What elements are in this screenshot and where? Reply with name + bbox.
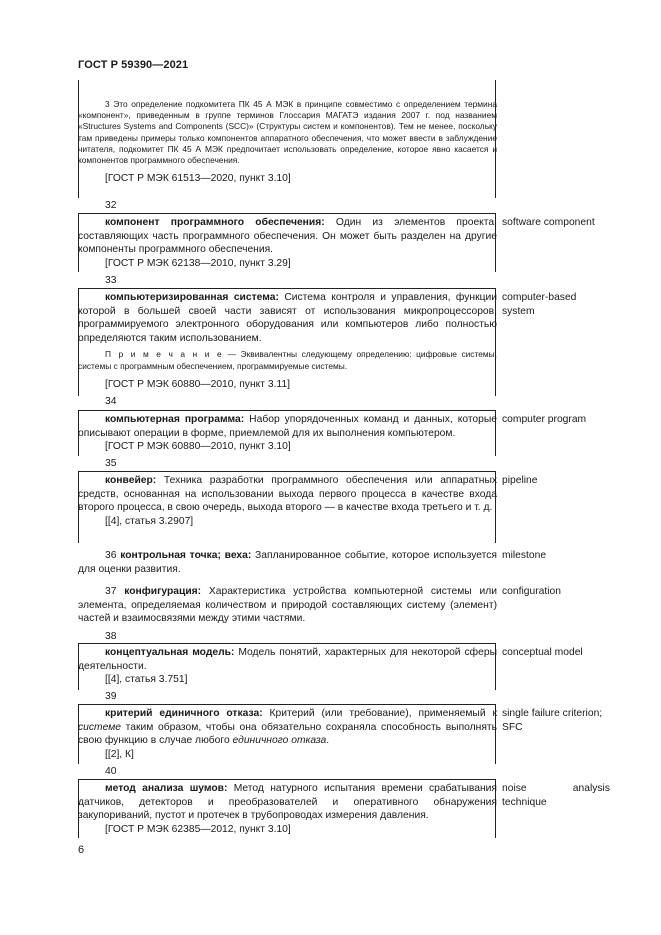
entry-term: метод анализа шумов: xyxy=(105,783,228,794)
entry-33-english-term: computer-based system xyxy=(502,292,577,317)
entry-31-reference: [ГОСТ Р МЭК 61513—2020, пункт 3.10] xyxy=(105,173,291,185)
entry-reference: [ГОСТ Р МЭК 60880—2010, пункт 3.11] xyxy=(105,378,290,390)
page-number: 6 xyxy=(78,844,85,856)
italic-term-reference: единичного отказа xyxy=(232,735,327,747)
entry-term: конфигурация: xyxy=(124,586,202,597)
entry-reference: [ГОСТ Р МЭК 62385—2012, пункт 3.10] xyxy=(105,823,291,835)
entry-definition-text: Критерий (или требование), применяемый к xyxy=(262,708,497,719)
entry-35-english-term: pipeline xyxy=(502,475,538,486)
entry-term: компьютеризированная система: xyxy=(105,292,279,303)
entry-37-english-term: configuration xyxy=(502,586,561,597)
entry-39-english-term: single failure criterion; SFC xyxy=(502,708,603,733)
entry-definition-text: Характеристика устройства компьютерной системы или элемента, определяемая количеством и природой составляющих систему (элемент) частей и взаимосвязями между этими частями. xyxy=(78,586,497,625)
entry-40-english-term: noise analysis technique xyxy=(502,783,610,808)
entry-39-definition xyxy=(78,707,497,761)
entry-33-definition xyxy=(78,291,497,391)
entry-number: 32 xyxy=(105,200,117,211)
entry-reference: [[4], статья 3.751] xyxy=(105,674,188,686)
entry-definition-text: Метод натурного испытания времени срабатывания датчиков, детекторов и преобразователей и оперативного обнаружения закупориваний, пустот и протечек в трубопроводах измерения давления. xyxy=(78,783,497,822)
entry-32-english-term: software component xyxy=(502,217,595,228)
entry-31-note-3: 3 Это определение подкомитета ПК 45 А МЭК в принципе совместимо с определением термина «компонент», приведенным в группе терминов Глоссария МАГАТЭ издания 2007 г. под названием «Structures Systems and Components (SCC)» (Структуры систем и компонентов). Тем не менее, поскольку там приведены примеры только компонентов аппаратного обеспечения, что может ввести в заблуждение читателя, подкомитет ПК 45 А МЭК предпочитает использовать определение, которое явно касается и компонентов программного обеспечения. xyxy=(78,99,497,166)
entry-term: компьютерная программа: xyxy=(105,414,245,425)
entry-term: контрольная точка; веха: xyxy=(120,550,252,561)
document-header: ГОСТ Р 59390—2021 xyxy=(78,59,189,71)
entry-term: концептуальная модель: xyxy=(105,647,235,658)
entry-36-english-term: milestone xyxy=(502,550,547,561)
entry-number: 36 xyxy=(105,550,117,561)
entry-number: 35 xyxy=(105,458,117,469)
entry-definition-text: . xyxy=(326,735,330,747)
entry-34-english-term: computer program xyxy=(502,414,587,425)
entry-reference: [[4], статья 3.2907] xyxy=(105,515,194,527)
entry-reference: [[2], К] xyxy=(105,748,134,760)
entry-definition-text: Набор упорядоченных команд и данных, которые описывают операции в форме, приемлемой для их выполнения компьютером. xyxy=(78,414,497,439)
entry-term: критерий единичного отказа: xyxy=(105,708,263,719)
entry-term: компонент программного обеспечения: xyxy=(105,217,325,228)
entry-number: 33 xyxy=(105,275,117,286)
entry-number: 34 xyxy=(105,396,117,407)
entry-definition-text: Модель понятий, характерных для некоторой сферы деятельности. xyxy=(78,647,497,672)
italic-term-reference: системе xyxy=(78,721,121,733)
entry-definition-text: Один из элементов проекта, составляющих часть программного обеспечения. Он может быть разделен на другие компоненты программного обеспечения. xyxy=(78,217,497,256)
entry-definition-text: таким образом, чтобы она обязательно сохраняла способность выполнять свою функцию в случае любого xyxy=(78,721,497,747)
entry-36-definition xyxy=(78,549,497,576)
entry-term: конвейер: xyxy=(105,475,157,486)
note-label: П р и м е ч а н и е xyxy=(105,349,224,360)
entry-definition-text: Техника разработки программного обеспечения или аппаратных средств, основанная на использовании выхода первого процесса в качестве входа второго процесса, в свою очередь, выхода второго — в качестве входа третьего и т. д. xyxy=(78,475,497,514)
entry-number: 38 xyxy=(105,631,117,642)
entry-reference: [ГОСТ Р МЭК 62138—2010, пункт 3.29] xyxy=(105,257,291,269)
entry-reference: [ГОСТ Р МЭК 60880—2010, пункт 3.10] xyxy=(105,441,291,453)
entry-number: 37 xyxy=(105,586,117,597)
note-text: — Эквивалентны следующему определению: цифровые системы, системы с программным обеспечением, программируемые системы. xyxy=(78,349,497,371)
entry-definition-text: Запланированное событие, которое используется для оценки развития. xyxy=(78,550,497,575)
entry-32-definition xyxy=(78,216,497,270)
entry-35-definition xyxy=(78,474,497,528)
entry-number: 40 xyxy=(105,766,117,777)
entry-34-definition xyxy=(78,413,497,454)
entry-37-definition xyxy=(78,585,497,626)
entry-number: 39 xyxy=(105,691,117,702)
entry-38-english-term: conceptual model xyxy=(502,647,583,658)
entry-31-continuation xyxy=(78,99,497,186)
entry-38-definition xyxy=(78,646,497,687)
entry-definition-text: Система контроля и управления, функции которой в большей своей части зависят от использования микропроцессоров, программируемого электронного оборудования или компьютеров либо полностью определяются таким использованием. xyxy=(78,292,497,344)
entry-40-definition xyxy=(78,782,497,836)
